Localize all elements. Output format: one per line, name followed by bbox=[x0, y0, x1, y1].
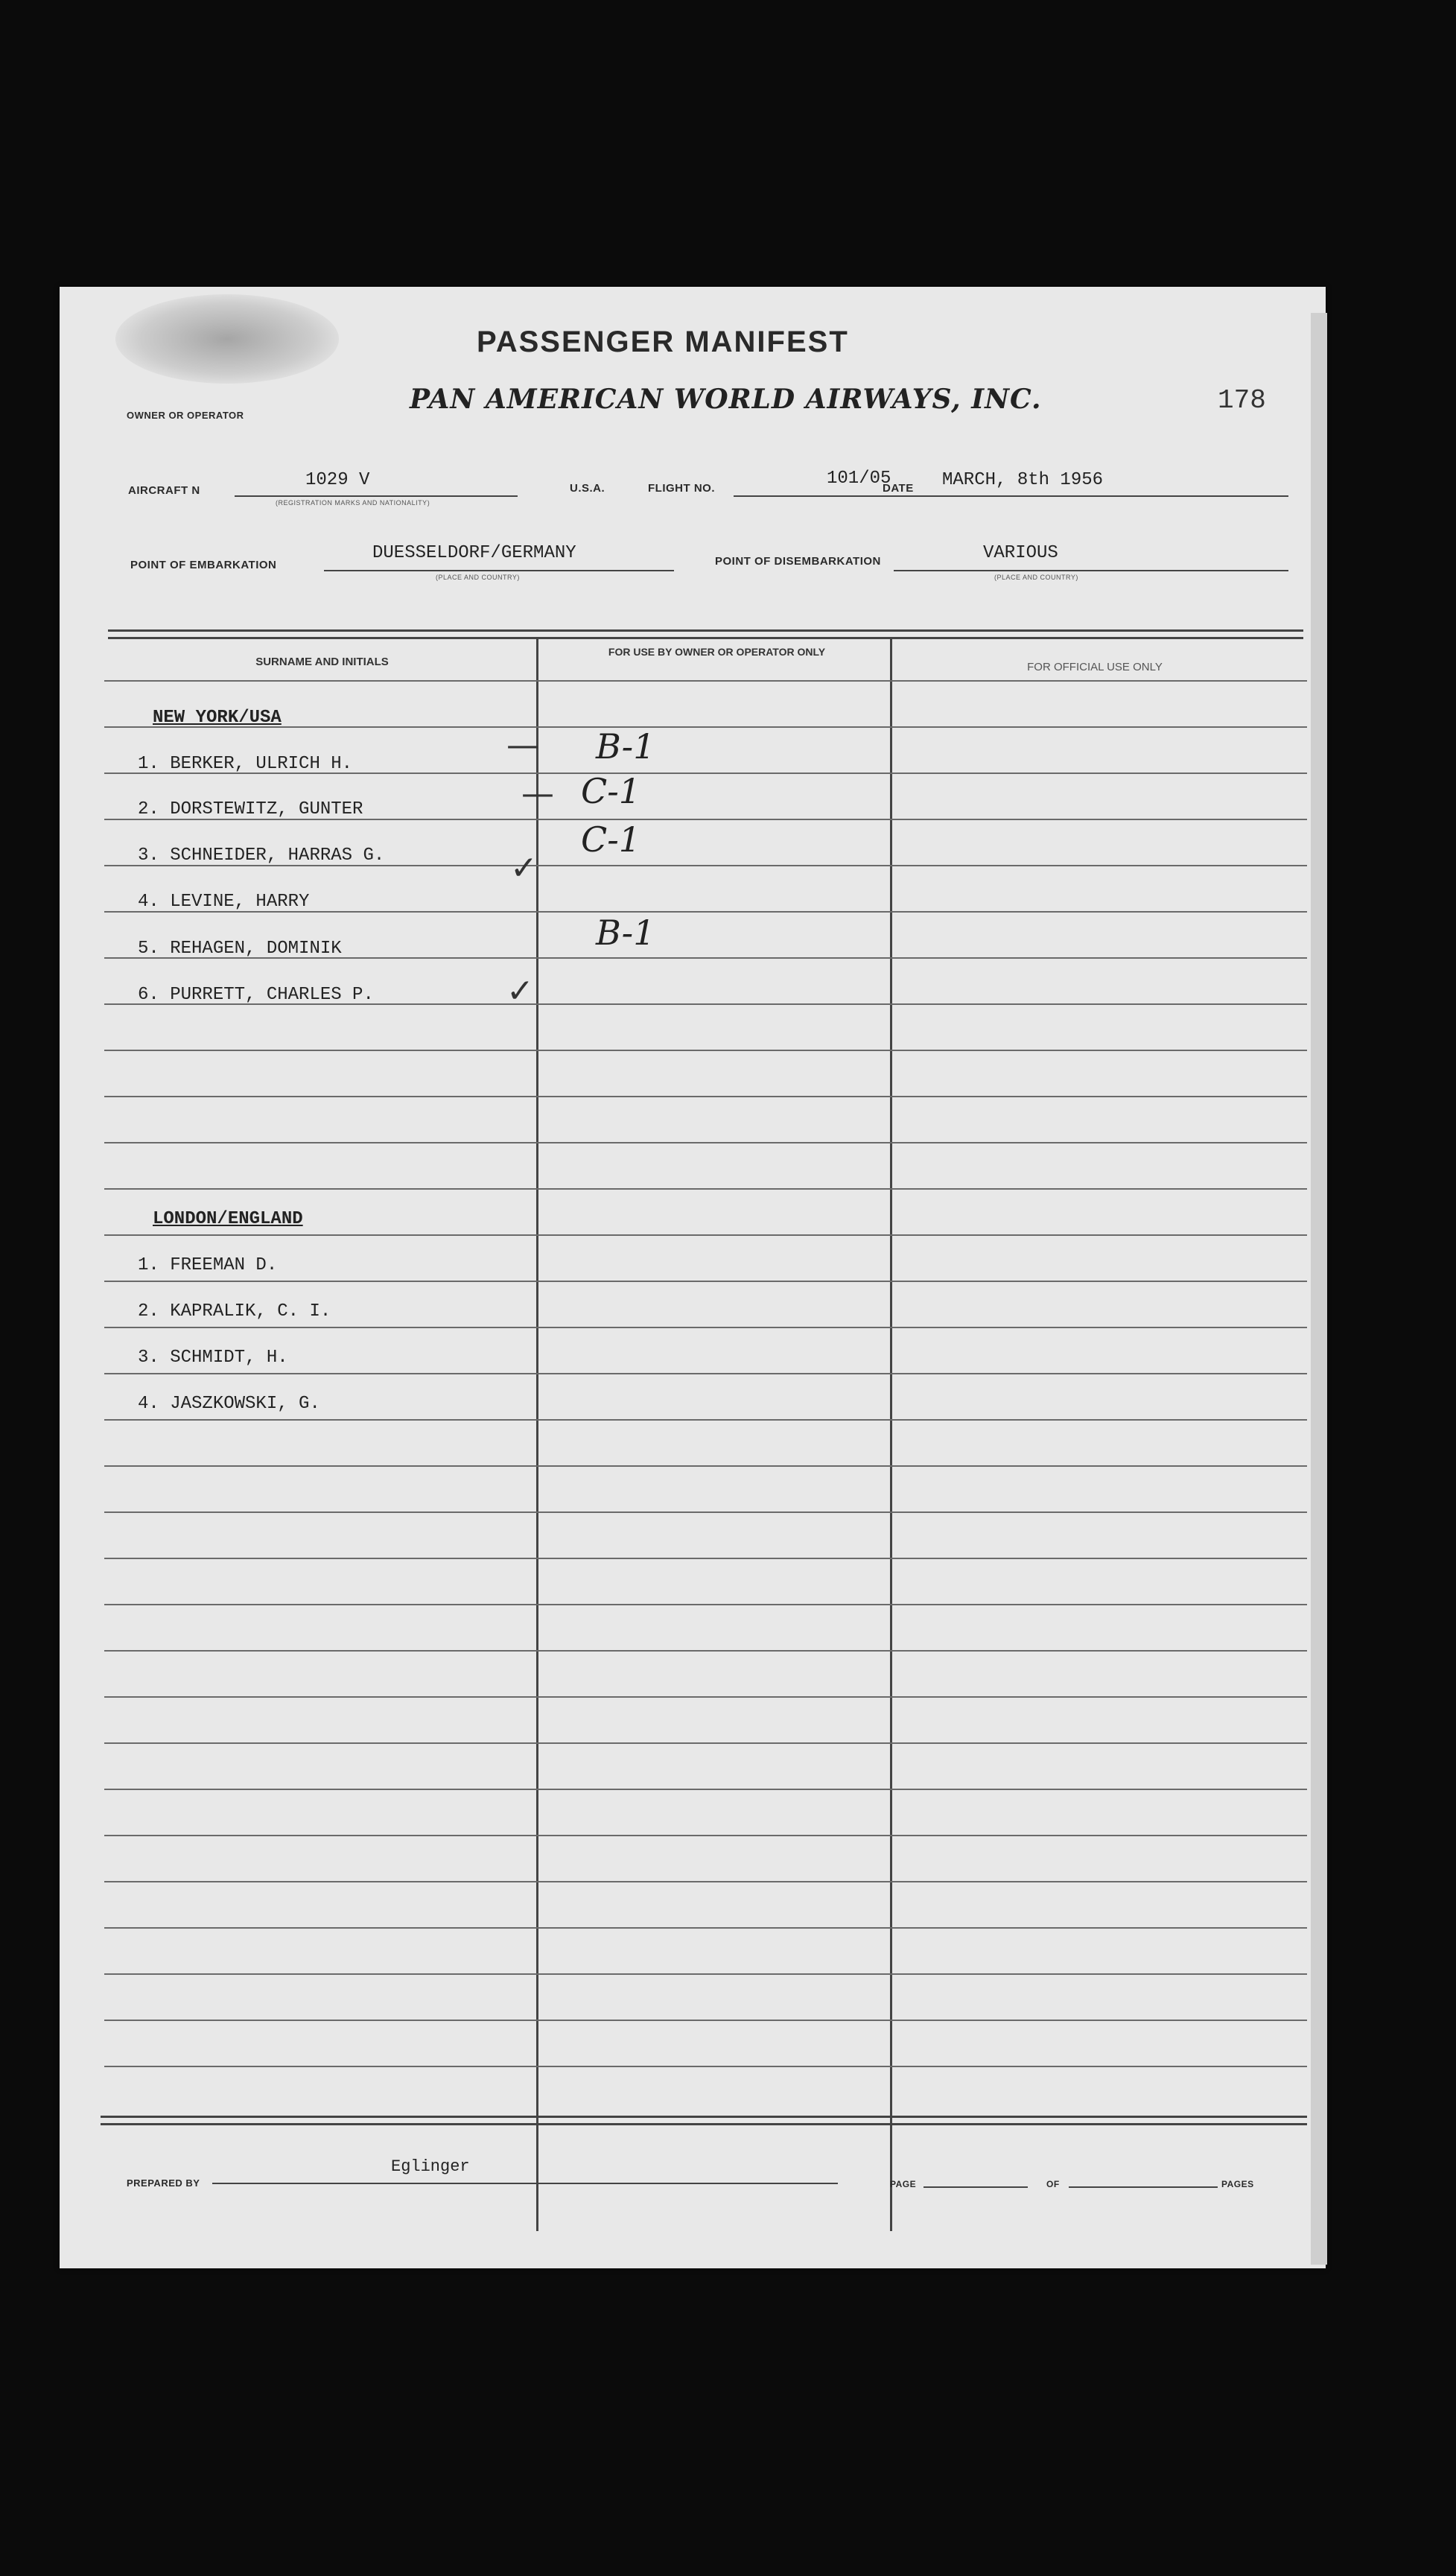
prepared-by-label: PREPARED BY bbox=[127, 2177, 200, 2189]
passenger-row: 4. JASZKOWSKI, G. bbox=[138, 1394, 320, 1414]
owner-label: OWNER OR OPERATOR bbox=[127, 410, 244, 421]
disembarkation-field bbox=[894, 543, 1288, 571]
handwritten-check-mark: ✓ bbox=[510, 849, 538, 887]
table-row-line bbox=[104, 1742, 1307, 1744]
date-label: DATE bbox=[883, 482, 914, 495]
passenger-row: 5. REHAGEN, DOMINIK bbox=[138, 939, 342, 959]
handwritten-dash-mark: — bbox=[521, 775, 554, 813]
table-row-line bbox=[104, 1373, 1307, 1374]
table-bottom-rule bbox=[101, 2116, 1307, 2125]
prepared-by-field bbox=[212, 2157, 838, 2184]
document-title: PASSENGER MANIFEST bbox=[477, 326, 849, 358]
table-row-line bbox=[104, 1881, 1307, 1882]
table-row-line bbox=[104, 1511, 1307, 1513]
page-field bbox=[923, 2171, 1028, 2188]
aircraft-sublabel: (REGISTRATION MARKS AND NATIONALITY) bbox=[276, 499, 430, 507]
table-row-line bbox=[104, 1142, 1307, 1143]
table-row-line bbox=[104, 1281, 1307, 1282]
passenger-row: 2. KAPRALIK, C. I. bbox=[138, 1301, 331, 1322]
table-row-line bbox=[104, 2020, 1307, 2021]
handwritten-note: B-1 bbox=[596, 726, 655, 767]
of-label: OF bbox=[1046, 2179, 1060, 2189]
handwritten-note: C-1 bbox=[581, 771, 641, 811]
column-divider-2 bbox=[890, 637, 892, 2231]
column-header-official-use: FOR OFFICIAL USE ONLY bbox=[1027, 661, 1163, 673]
flight-value: 101/05 bbox=[827, 469, 891, 489]
page-label: PAGE bbox=[890, 2179, 917, 2189]
handwritten-note: C-1 bbox=[581, 819, 641, 860]
date-value: MARCH, 8th 1956 bbox=[942, 470, 1104, 490]
handwritten-dash-mark: — bbox=[506, 726, 539, 764]
handwritten-check-mark: ✓ bbox=[506, 972, 534, 1010]
passenger-row: 4. LEVINE, HARRY bbox=[138, 892, 310, 912]
page-number: 178 bbox=[1218, 385, 1266, 416]
table-row-line bbox=[104, 680, 1307, 682]
table-row-line bbox=[104, 1050, 1307, 1051]
table-row-line bbox=[104, 2066, 1307, 2067]
table-row-line bbox=[104, 1696, 1307, 1698]
passenger-row: 1. BERKER, ULRICH H. bbox=[138, 754, 353, 774]
passenger-row: 2. DORSTEWITZ, GUNTER bbox=[138, 799, 363, 819]
disembarkation-value: VARIOUS bbox=[983, 543, 1058, 563]
pages-label: PAGES bbox=[1221, 2179, 1254, 2189]
table-row-line bbox=[104, 1650, 1307, 1652]
table-row-line bbox=[104, 1604, 1307, 1605]
disembarkation-label: POINT OF DISEMBARKATION bbox=[715, 555, 881, 568]
handwritten-note: B-1 bbox=[596, 913, 655, 953]
table-top-rule bbox=[108, 629, 1303, 639]
embarkation-label: POINT OF EMBARKATION bbox=[130, 559, 277, 571]
embarkation-field bbox=[324, 543, 674, 571]
column-header-owner-use: FOR USE BY OWNER OR OPERATOR ONLY bbox=[608, 646, 826, 658]
table-row-line bbox=[104, 1835, 1307, 1836]
table-row-line bbox=[104, 1419, 1307, 1421]
airline-name: PAN AMERICAN WORLD AIRWAYS, INC. bbox=[410, 384, 1042, 415]
disembarkation-sublabel: (PLACE AND COUNTRY) bbox=[994, 574, 1078, 581]
passenger-row: 3. SCHMIDT, H. bbox=[138, 1348, 288, 1368]
table-row-line bbox=[104, 1234, 1307, 1236]
prepared-by-value: Eglinger bbox=[391, 2157, 470, 2176]
ink-stamp-seal bbox=[115, 294, 339, 384]
destination-london: LONDON/ENGLAND bbox=[153, 1209, 303, 1229]
table-row-line bbox=[104, 1096, 1307, 1097]
table-row-line bbox=[104, 1927, 1307, 1929]
destination-new-york: NEW YORK/USA bbox=[153, 708, 282, 728]
aircraft-label: AIRCRAFT N bbox=[128, 484, 200, 497]
embarkation-value: DUESSELDORF/GERMANY bbox=[372, 543, 576, 563]
embarkation-sublabel: (PLACE AND COUNTRY) bbox=[436, 574, 520, 581]
pages-field bbox=[1069, 2171, 1218, 2188]
passenger-row: 1. FREEMAN D. bbox=[138, 1255, 278, 1275]
passenger-row: 3. SCHNEIDER, HARRAS G. bbox=[138, 846, 385, 866]
table-row-line bbox=[104, 1327, 1307, 1328]
nationality-label: U.S.A. bbox=[570, 482, 605, 495]
passenger-row: 6. PURRETT, CHARLES P. bbox=[138, 985, 374, 1005]
table-row-line bbox=[104, 1188, 1307, 1190]
manifest-content bbox=[60, 287, 1326, 2268]
column-header-surname: SURNAME AND INITIALS bbox=[255, 656, 389, 668]
table-row-line bbox=[104, 1789, 1307, 1790]
table-row-line bbox=[104, 1558, 1307, 1559]
aircraft-field bbox=[235, 470, 518, 497]
aircraft-value: 1029 V bbox=[305, 470, 370, 490]
table-row-line bbox=[104, 1973, 1307, 1975]
table-row-line bbox=[104, 1465, 1307, 1467]
date-field bbox=[927, 470, 1288, 497]
table-row-line bbox=[104, 726, 1307, 728]
flight-label: FLIGHT NO. bbox=[648, 482, 715, 495]
